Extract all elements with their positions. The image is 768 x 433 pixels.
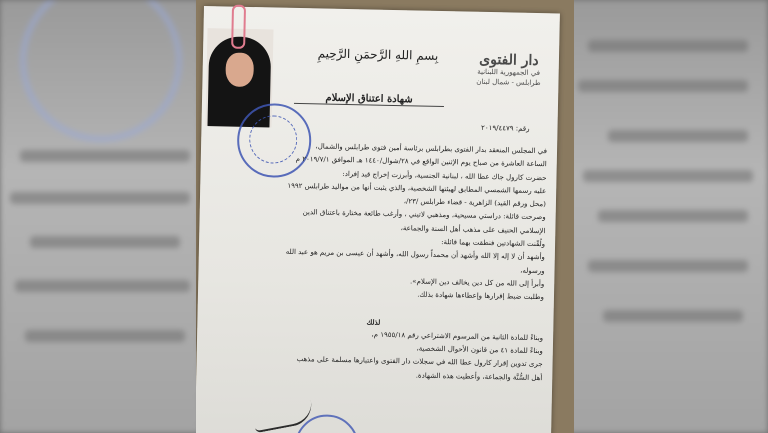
- body-line: في المجلس المنعقد بدار الفتوى بطرابلس برئاسة أمين فتوى طرابلس والشمال،: [315, 142, 548, 156]
- logo-name: دار الفتوى: [479, 51, 539, 70]
- reference-number: رقم: ٢٠١٩/٤٤٧٩: [481, 123, 530, 133]
- certificate-title: شهادة اعتناق الإسلام: [294, 92, 444, 107]
- blurred-line: [598, 210, 748, 222]
- photo-face-shape: [225, 52, 254, 87]
- blurred-line: [10, 192, 190, 204]
- blurred-stamp-shape: [20, 0, 182, 142]
- blurred-line: [588, 40, 748, 52]
- blurred-line: [578, 80, 748, 92]
- closing-heading: لذلك: [366, 317, 381, 327]
- body-line: وأشهد أن لا إله إلا الله وأشهد أن محمداً رسول الله، وأشهد أن عيسى بن مريم هو عبد الله: [285, 248, 545, 262]
- logo-location: طرابلس - شمال لبنان: [476, 77, 541, 88]
- blurred-background-right: [568, 0, 768, 433]
- blurred-line: [583, 170, 753, 182]
- body-line: ورسوله،: [520, 266, 545, 275]
- certificate-body: [202, 138, 547, 385]
- blurred-line: [588, 260, 748, 272]
- body-line: عليه رسمها الشمسي المطابق لهيئتها الشخصية، والذي يثبت أنها من مواليد طرابلس ١٩٩٢: [287, 181, 547, 196]
- body-line: حضرت كارول جاك عطا الله ، لبنانية الجنسية، وأبرزت إخراج قيد إفراد:: [342, 169, 547, 182]
- closing-line: وبناءً للمادة الثانية من المرسوم الاشتراعي رقم ١٩٥٥/١٨ م،: [371, 330, 544, 343]
- blurred-line: [15, 280, 190, 292]
- body-line: الإسلامي الحنيف على مذهب أهل السنة والجماعة،: [400, 223, 546, 235]
- body-line: وصرحت قائلة: دراستي مسيحية، ومذهبي لاتيني ، وأرغب طائعة مختارة باعتناق الدين: [302, 208, 546, 222]
- blurred-line: [608, 130, 748, 142]
- closing-line: وبناءً للمادة ٤١ من قانون الأحوال الشخصية،: [416, 344, 543, 356]
- blurred-line: [603, 310, 743, 322]
- body-line: وأبرأ إلى الله من كل دين يخالف دين الإسلام».: [409, 277, 545, 289]
- blurred-line: [25, 330, 185, 342]
- body-line: الساعة العاشرة من صباح يوم الإثنين الواقع في ٢٨/شوال/١٤٤٠ هـ الموافق ٢٠١٩/٧/١ م: [295, 155, 547, 169]
- closing-line: جرى تدوين إقرار كارول عطا الله في سجلات دار الفتوى واعتبارها مسلمة على مذهب: [296, 355, 543, 369]
- closing-line: أهل السُّنَّة والجماعة، وأعطيت هذه الشهادة.: [415, 371, 543, 382]
- paperclip-icon: [231, 5, 246, 49]
- blurred-background-left: [0, 0, 200, 433]
- basmala-heading: بِسمِ اللهِ الرَّحمَنِ الرَّحِيمِ: [317, 46, 439, 63]
- logo-subtitle: في الجمهورية اللبنانية: [477, 67, 541, 78]
- blurred-line: [20, 150, 190, 162]
- dar-al-fatwa-logo: [468, 52, 549, 88]
- body-line: (محل ورقم القيد) الزاهرية - قضاء طرابلس /٢٣/،: [403, 197, 547, 209]
- blurred-line: [30, 236, 180, 248]
- body-line: ولُقّنت الشهادتين فنطقت بهما قائلة:: [441, 238, 546, 249]
- document-photo: [196, 0, 574, 433]
- certificate-paper: [196, 6, 560, 433]
- body-line: وطلبت ضبط إقرارها وإعطاءها شهادة بذلك.: [417, 290, 545, 302]
